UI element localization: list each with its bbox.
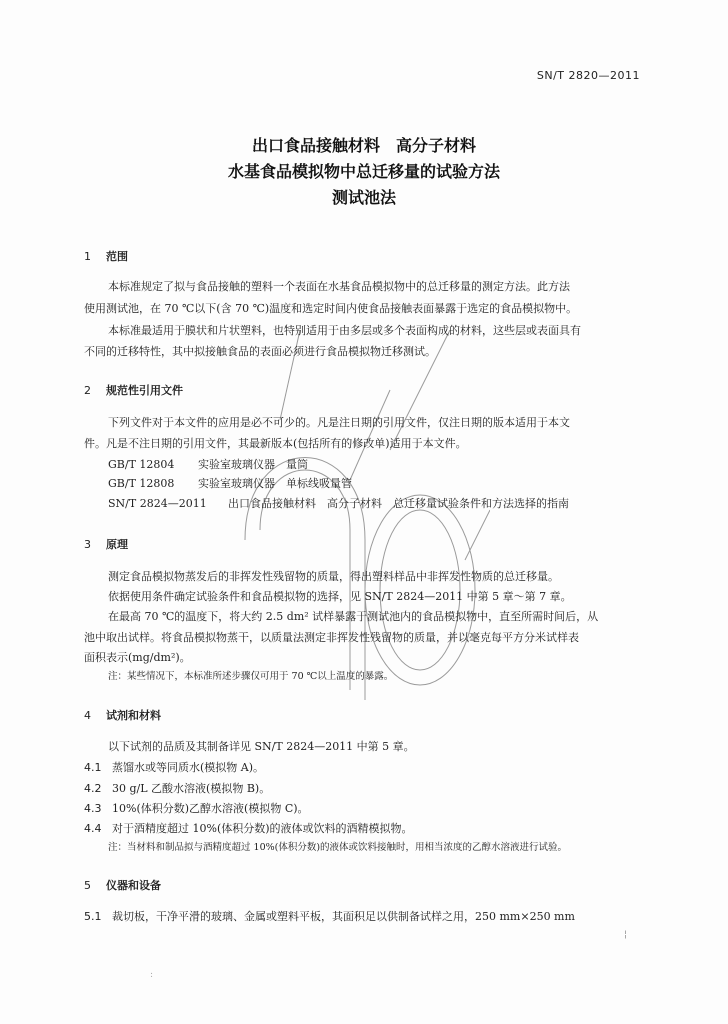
item-text: 10%(体积分数)乙醇水溶液(模拟物 C)。 xyxy=(112,802,309,815)
section-title: 范围 xyxy=(106,250,128,263)
standard-code: SN/T 2820—2011 xyxy=(536,69,640,82)
list-item xyxy=(84,782,642,796)
paragraph-line: 在最高 70 ℃的温度下，将大约 2.5 dm² 试样暴露于测试池内的食品模拟物中，直至所需时间后，从 xyxy=(108,610,599,623)
reference-code: SN/T 2824—2011 xyxy=(108,497,207,510)
section-title: 试剂和材料 xyxy=(106,709,161,722)
item-number: 4.3 xyxy=(84,802,102,815)
section-heading-scope xyxy=(84,248,128,264)
paragraph-line: 不同的迁移特性，其中拟接触食品的表面必须进行食品模拟物迁移测试。 xyxy=(84,345,436,358)
section-heading-apparatus xyxy=(84,877,161,893)
item-text: 裁切板，干净平滑的玻璃、金属或塑料平板，其面积足以供制备试样之用，250 mm×250 mm xyxy=(112,910,575,923)
reference-code: GB/T 12804 xyxy=(108,458,175,471)
item-text: 蒸馏水或等同质水(模拟物 A)。 xyxy=(112,761,265,774)
paragraph-line: 本标准规定了拟与食品接触的塑料一个表面在水基食品模拟物中的总迁移量的测定方法。此方法 xyxy=(108,280,570,293)
note-text: 注：当材料和制品拟与酒精度超过 10%(体积分数)的液体或饮料接触时，用相当浓度的乙醇水溶液进行试验。 xyxy=(108,842,568,853)
section-number: 4 xyxy=(84,709,91,722)
paragraph-line: 本标准最适用于膜状和片状塑料，也特别适用于由多层或多个表面构成的材料，这些层或表面具有 xyxy=(108,324,581,337)
section-number: 1 xyxy=(84,250,91,263)
reference-title: 出口食品接触材料 高分子材料 总迁移量试验条件和方法选择的指南 xyxy=(228,497,569,510)
item-number: 5.1 xyxy=(84,910,102,923)
scan-mark: ¦ xyxy=(624,930,628,940)
list-item xyxy=(84,822,642,836)
title-line-1: 出口食品接触材料 高分子材料 xyxy=(251,136,476,155)
paragraph-line: 依据使用条件确定试验条件和食品模拟物的选择，见 SN/T 2824—2011 中第 5 章～第 7 章。 xyxy=(108,590,572,603)
paragraph-line: 件。凡是不注日期的引用文件，其最新版本(包括所有的修改单)适用于本文件。 xyxy=(84,437,467,450)
list-item xyxy=(84,910,642,924)
paragraph-line: 测定食品模拟物蒸发后的非挥发性残留物的质量，得出塑料样品中非挥发性物质的总迁移量。 xyxy=(108,570,559,583)
item-text: 30 g/L 乙酸水溶液(模拟物 B)。 xyxy=(112,782,271,795)
title-line-3: 测试池法 xyxy=(331,188,396,207)
item-number: 4.1 xyxy=(84,761,102,774)
reference-code: GB/T 12808 xyxy=(108,477,175,490)
item-text: 对于酒精度超过 10%(体积分数)的液体或饮料的酒精模拟物。 xyxy=(112,822,413,835)
paragraph-line: 面积表示(mg/dm²)。 xyxy=(84,651,191,664)
section-heading-principle xyxy=(84,536,128,552)
reference-title: 实验室玻璃仪器 单标线吸量管 xyxy=(198,477,352,490)
section-number: 2 xyxy=(84,384,91,397)
section-number: 5 xyxy=(84,879,91,892)
paragraph-line: 以下试剂的品质及其制备详见 SN/T 2824—2011 中第 5 章。 xyxy=(108,740,415,753)
title-line-2: 水基食品模拟物中总迁移量的试验方法 xyxy=(227,162,500,181)
reference-title: 实验室玻璃仪器 量筒 xyxy=(198,458,308,471)
section-heading-normative-references xyxy=(84,382,183,398)
section-heading-reagents xyxy=(84,707,161,723)
section-number: 3 xyxy=(84,538,91,551)
reference-item xyxy=(108,497,666,511)
note-text: 注：某些情况下，本标准所述步骤仅可用于 70 ℃以上温度的暴露。 xyxy=(108,671,394,682)
item-number: 4.4 xyxy=(84,822,102,835)
section-title: 原理 xyxy=(106,538,128,551)
reference-item xyxy=(108,458,666,472)
list-item xyxy=(84,761,642,775)
item-number: 4.2 xyxy=(84,782,102,795)
section-title: 仪器和设备 xyxy=(106,879,161,892)
reference-item xyxy=(108,477,666,491)
list-item xyxy=(84,802,642,816)
paragraph-line: 池中取出试样。将食品模拟物蒸干，以质量法测定非挥发性残留物的质量，并以毫克每平方分米试样表 xyxy=(84,631,579,644)
paragraph-line: 使用测试池，在 70 ℃以下(含 70 ℃)温度和选定时间内使食品接触表面暴露于选定的食品模拟物中。 xyxy=(84,302,578,315)
section-title: 规范性引用文件 xyxy=(106,384,183,397)
paragraph-line: 下列文件对于本文件的应用是必不可少的。凡是注日期的引用文件，仅注日期的版本适用于本文 xyxy=(108,416,570,429)
scan-mark: : xyxy=(150,970,154,980)
